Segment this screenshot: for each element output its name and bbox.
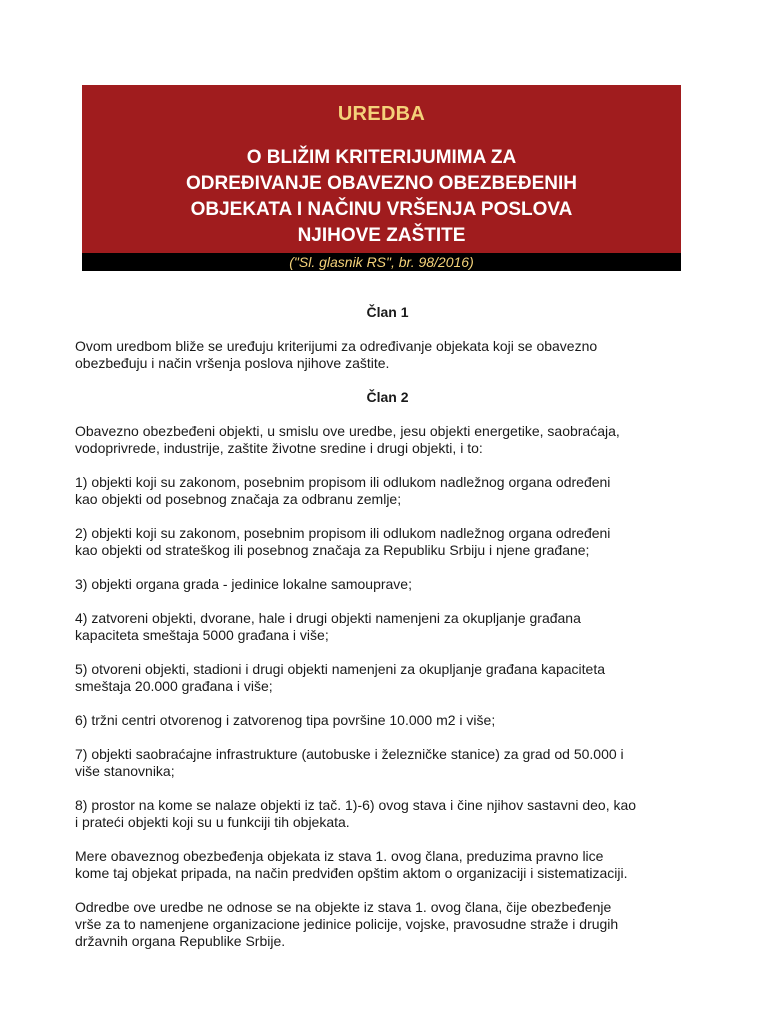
subtitle-line: OBJEKATA I NAČINU VRŠENJA POSLOVA	[190, 199, 573, 220]
list-item-8	[75, 797, 700, 831]
decree-header	[82, 85, 681, 253]
text-line: Odredbe ove uredbe ne odnose se na objekte iz stava 1. ovog člana, čije obezbeđenje	[75, 899, 612, 915]
article-1-title: Član 1	[366, 304, 409, 320]
decree-title: UREDBA	[337, 103, 426, 125]
list-item-2	[75, 525, 700, 559]
text-line: vrše za to namenjene organizacione jedinice policije, vojske, pravosudne straže i drugih	[75, 916, 619, 932]
list-item-4	[75, 610, 700, 644]
text-line: 7) objekti saobraćajne infrastrukture (autobuske i železničke stanice) za grad od 50.000 i	[75, 746, 624, 762]
text-line: Ovom uredbom bliže se uređuju kriterijumi za određivanje objekata koji se obavezno	[75, 338, 598, 354]
text-line: 5) otvoreni objekti, stadioni i drugi objekti namenjeni za okupljanje građana kapaciteta	[75, 661, 605, 677]
text-line: Mere obaveznog obezbeđenja objekata iz stava 1. ovog člana, preduzima pravno lice	[75, 848, 604, 864]
text-line: državnih organa Republike Srbije.	[75, 933, 286, 949]
text-line: vodoprivrede, industrije, zaštite životne sredine i drugi objekti, i to:	[75, 440, 483, 456]
text-line: i prateći objekti koji su u funkciji tih objekata.	[75, 814, 350, 830]
list-item-1	[75, 474, 700, 508]
text-line: kapaciteta smeštaja 5000 građana i više;	[75, 627, 329, 643]
list-item-7	[75, 746, 700, 780]
list-item-6	[75, 712, 700, 729]
text-line: kome taj objekat pripada, na način predviđen opštim aktom o organizaciji i sistematizaciji.	[75, 865, 628, 881]
subtitle-line: NJIHOVE ZAŠTITE	[297, 225, 466, 246]
subtitle-line: O BLIŽIM KRITERIJUMIMA ZA	[246, 147, 517, 168]
article-2-intro	[75, 423, 700, 457]
text-line: 8) prostor na kome se nalaze objekti iz tač. 1)-6) ovog stava i čine njihov sastavni deo, kao	[75, 797, 637, 813]
text-line: smeštaja 20.000 građana i više;	[75, 678, 273, 694]
text-line: kao objekti od posebnog značaja za odbranu zemlje;	[75, 491, 402, 507]
article-1-paragraph	[75, 338, 700, 372]
text-line: obezbeđuju i način vršenja poslova njihove zaštite.	[75, 355, 390, 371]
document-body	[75, 304, 700, 967]
text-line: Obavezno obezbeđeni objekti, u smislu ove uredbe, jesu objekti energetike, saobraćaja,	[75, 423, 620, 439]
article-2-title: Član 2	[366, 389, 409, 405]
list-item-5	[75, 661, 700, 695]
text-line: 4) zatvoreni objekti, dvorane, hale i drugi objekti namenjeni za okupljanje građana	[75, 610, 581, 626]
gazette-reference: ("Sl. glasnik RS", br. 98/2016)	[82, 253, 681, 271]
subtitle-line: ODREĐIVANJE OBAVEZNO OBEZBEĐENIH	[186, 173, 577, 194]
text-line: 1) objekti koji su zakonom, posebnim propisom ili odlukom nadležnog organa određeni	[75, 474, 611, 490]
text-line: 6) tržni centri otvorenog i zatvorenog tipa površine 10.000 m2 i više;	[75, 712, 496, 728]
text-line: 2) objekti koji su zakonom, posebnim propisom ili odlukom nadležnog organa određeni	[75, 525, 611, 541]
measures-paragraph	[75, 848, 700, 882]
text-line: više stanovnika;	[75, 763, 175, 779]
list-item-3	[75, 576, 700, 593]
exclusion-paragraph	[75, 899, 700, 950]
text-line: kao objekti od strateškog ili posebnog značaja za Republiku Srbiju i njene građane;	[75, 542, 590, 558]
text-line: 3) objekti organa grada - jedinice lokalne samouprave;	[75, 576, 412, 592]
decree-subtitle	[82, 145, 681, 249]
